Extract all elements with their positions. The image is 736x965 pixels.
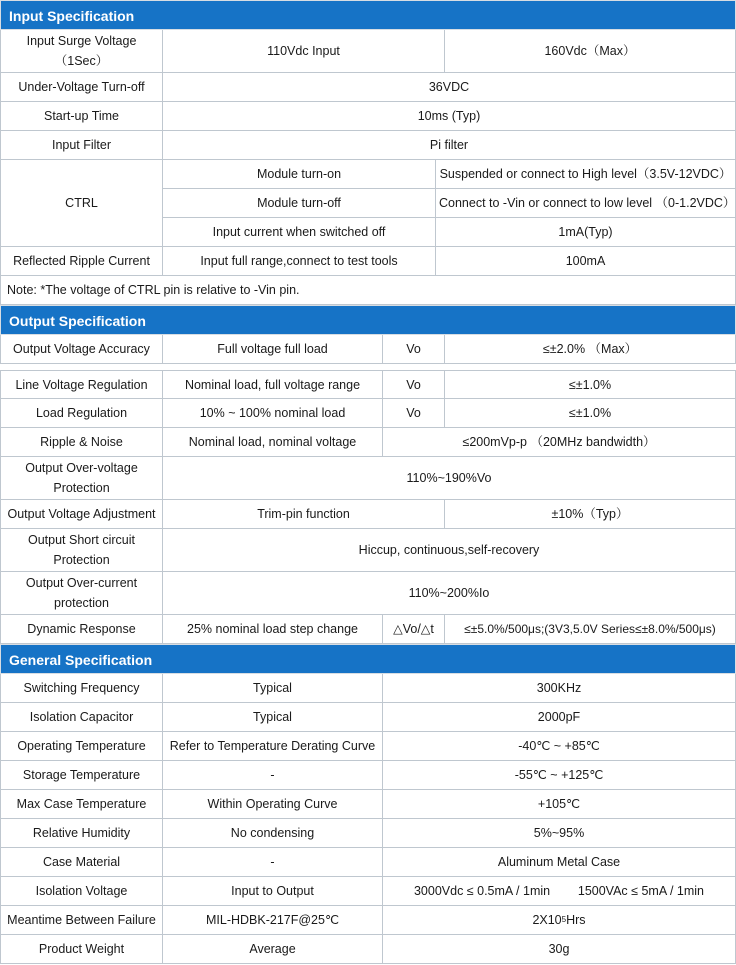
row-label: Ripple & Noise bbox=[0, 428, 163, 457]
row-label: Dynamic Response bbox=[0, 615, 163, 644]
row-condition: Within Operating Curve bbox=[163, 790, 383, 819]
table-row bbox=[0, 370, 736, 399]
row-label bbox=[0, 529, 163, 572]
row-value: 110%~200%Io bbox=[163, 572, 736, 615]
row-condition: Average bbox=[163, 935, 383, 964]
row-condition: Typical bbox=[163, 674, 383, 703]
surge-label-line1: Input Surge Voltage bbox=[26, 34, 137, 48]
row-value: 5%~95% bbox=[383, 819, 736, 848]
table-row bbox=[0, 790, 736, 819]
ctrl-rows bbox=[163, 160, 736, 247]
table-row bbox=[0, 399, 736, 428]
row-label: Start-up Time bbox=[0, 102, 163, 131]
row-value: +105℃ bbox=[383, 790, 736, 819]
row-label: Under-Voltage Turn-off bbox=[0, 73, 163, 102]
table-row bbox=[163, 218, 736, 247]
row-value: 2000pF bbox=[383, 703, 736, 732]
row-value: 3000Vdc ≤ 0.5mA / 1min 1500VAc ≤ 5mA / 1min bbox=[383, 877, 736, 906]
table-row bbox=[0, 529, 736, 572]
row-value: 2X10 5 Hrs bbox=[383, 906, 736, 935]
table-row bbox=[0, 703, 736, 732]
ctrl-value: 1mA(Typ) bbox=[436, 218, 736, 247]
row-value: ≤±2.0% （Max） bbox=[445, 335, 736, 364]
row-value: 36VDC bbox=[163, 73, 736, 102]
row-value: 10ms (Typ) bbox=[163, 102, 736, 131]
row-value: ≤±1.0% bbox=[445, 399, 736, 428]
row-condition: Full voltage full load bbox=[163, 335, 383, 364]
row-value: ≤200mVp-p （20MHz bandwidth） bbox=[383, 428, 736, 457]
table-row bbox=[0, 935, 736, 964]
table-row bbox=[0, 335, 736, 364]
table-row bbox=[0, 761, 736, 790]
row-symbol: △Vo/△t bbox=[383, 615, 445, 644]
ctrl-label: CTRL bbox=[0, 160, 163, 247]
row-value: 30g bbox=[383, 935, 736, 964]
row-condition: MIL-HDBK-217F@25℃ bbox=[163, 906, 383, 935]
row-value: ≤±5.0%/500μs;(3V3,5.0V Series≤±8.0%/500μs) bbox=[445, 615, 736, 644]
ctrl-group bbox=[0, 160, 736, 247]
row-condition: Nominal load, nominal voltage bbox=[163, 428, 383, 457]
row-label: Case Material bbox=[0, 848, 163, 877]
row-label: Relative Humidity bbox=[0, 819, 163, 848]
row-symbol: Vo bbox=[383, 371, 445, 399]
ctrl-value: Connect to -Vin or connect to low level （0-1.2VDC） bbox=[436, 189, 736, 218]
ctrl-condition: Input current when switched off bbox=[163, 218, 436, 247]
ocp-label-line1: Output Over-current bbox=[25, 576, 138, 590]
row-label: Operating Temperature bbox=[0, 732, 163, 761]
row-label: Output Voltage Accuracy bbox=[0, 335, 163, 364]
row-value: 100mA bbox=[436, 247, 736, 276]
row-value: 110%~190%Vo bbox=[163, 457, 736, 500]
row-label: Load Regulation bbox=[0, 399, 163, 428]
row-value: ≤±1.0% bbox=[445, 371, 736, 399]
table-row bbox=[0, 906, 736, 935]
row-label bbox=[0, 30, 163, 73]
ctrl-value: Suspended or connect to High level（3.5V-12VDC） bbox=[436, 160, 736, 189]
mtbf-unit: Hrs bbox=[566, 913, 586, 927]
row-label: Meantime Between Failure bbox=[0, 906, 163, 935]
row-value: -55℃ ~ +125℃ bbox=[383, 761, 736, 790]
row-label: Product Weight bbox=[0, 935, 163, 964]
row-value: Hiccup, continuous,self-recovery bbox=[163, 529, 736, 572]
row-value: 300KHz bbox=[383, 674, 736, 703]
row-value: -40℃ ~ +85℃ bbox=[383, 732, 736, 761]
row-value: ±10%（Typ） bbox=[445, 500, 736, 529]
surge-value-2: 160Vdc（Max） bbox=[445, 30, 736, 73]
mtbf-base: 2X10 bbox=[532, 913, 562, 927]
row-label: Isolation Voltage bbox=[0, 877, 163, 906]
table-row bbox=[0, 30, 736, 73]
scp-label-line2: Protection bbox=[53, 553, 110, 567]
row-condition: 10% ~ 100% nominal load bbox=[163, 399, 383, 428]
table-row bbox=[0, 819, 736, 848]
table-row bbox=[163, 189, 736, 218]
table-row bbox=[0, 457, 736, 500]
input-section-title: Input Specification bbox=[0, 0, 736, 30]
row-condition: Input full range,connect to test tools bbox=[163, 247, 436, 276]
ovp-label-line1: Output Over-voltage bbox=[25, 461, 138, 475]
row-label: Line Voltage Regulation bbox=[0, 371, 163, 399]
table-row bbox=[0, 500, 736, 529]
general-section-title: General Specification bbox=[0, 644, 736, 674]
row-value: Aluminum Metal Case bbox=[383, 848, 736, 877]
table-row bbox=[0, 674, 736, 703]
table-row bbox=[0, 732, 736, 761]
row-condition: - bbox=[163, 761, 383, 790]
row-condition: Nominal load, full voltage range bbox=[163, 371, 383, 399]
table-row bbox=[0, 428, 736, 457]
table-row bbox=[0, 73, 736, 102]
row-condition: 25% nominal load step change bbox=[163, 615, 383, 644]
output-section-title: Output Specification bbox=[0, 305, 736, 335]
ctrl-note: Note: *The voltage of CTRL pin is relative to -Vin pin. bbox=[0, 276, 736, 305]
row-condition: Trim-pin function bbox=[163, 500, 445, 529]
scp-label-line1: Output Short circuit bbox=[28, 533, 135, 547]
table-row bbox=[163, 160, 736, 189]
table-row bbox=[0, 848, 736, 877]
ctrl-condition: Module turn-on bbox=[163, 160, 436, 189]
row-label bbox=[0, 457, 163, 500]
row-symbol: Vo bbox=[383, 335, 445, 364]
row-condition: Refer to Temperature Derating Curve bbox=[163, 732, 383, 761]
table-row bbox=[0, 102, 736, 131]
table-row bbox=[0, 877, 736, 906]
row-condition: Typical bbox=[163, 703, 383, 732]
row-condition: - bbox=[163, 848, 383, 877]
row-label: Isolation Capacitor bbox=[0, 703, 163, 732]
ctrl-condition: Module turn-off bbox=[163, 189, 436, 218]
row-label: Input Filter bbox=[0, 131, 163, 160]
row-label: Switching Frequency bbox=[0, 674, 163, 703]
row-condition: No condensing bbox=[163, 819, 383, 848]
row-value: Pi filter bbox=[163, 131, 736, 160]
table-row bbox=[0, 131, 736, 160]
row-label: Reflected Ripple Current bbox=[0, 247, 163, 276]
row-condition: Input to Output bbox=[163, 877, 383, 906]
table-row bbox=[0, 572, 736, 615]
surge-value-1: 110Vdc Input bbox=[163, 30, 445, 73]
row-symbol: Vo bbox=[383, 399, 445, 428]
row-label bbox=[0, 572, 163, 615]
table-row bbox=[0, 615, 736, 644]
surge-label-line2: （1Sec） bbox=[54, 54, 109, 68]
row-label: Storage Temperature bbox=[0, 761, 163, 790]
row-label: Output Voltage Adjustment bbox=[0, 500, 163, 529]
table-row bbox=[0, 247, 736, 276]
ovp-label-line2: Protection bbox=[53, 481, 110, 495]
ocp-label-line2: protection bbox=[54, 596, 109, 610]
row-label: Max Case Temperature bbox=[0, 790, 163, 819]
